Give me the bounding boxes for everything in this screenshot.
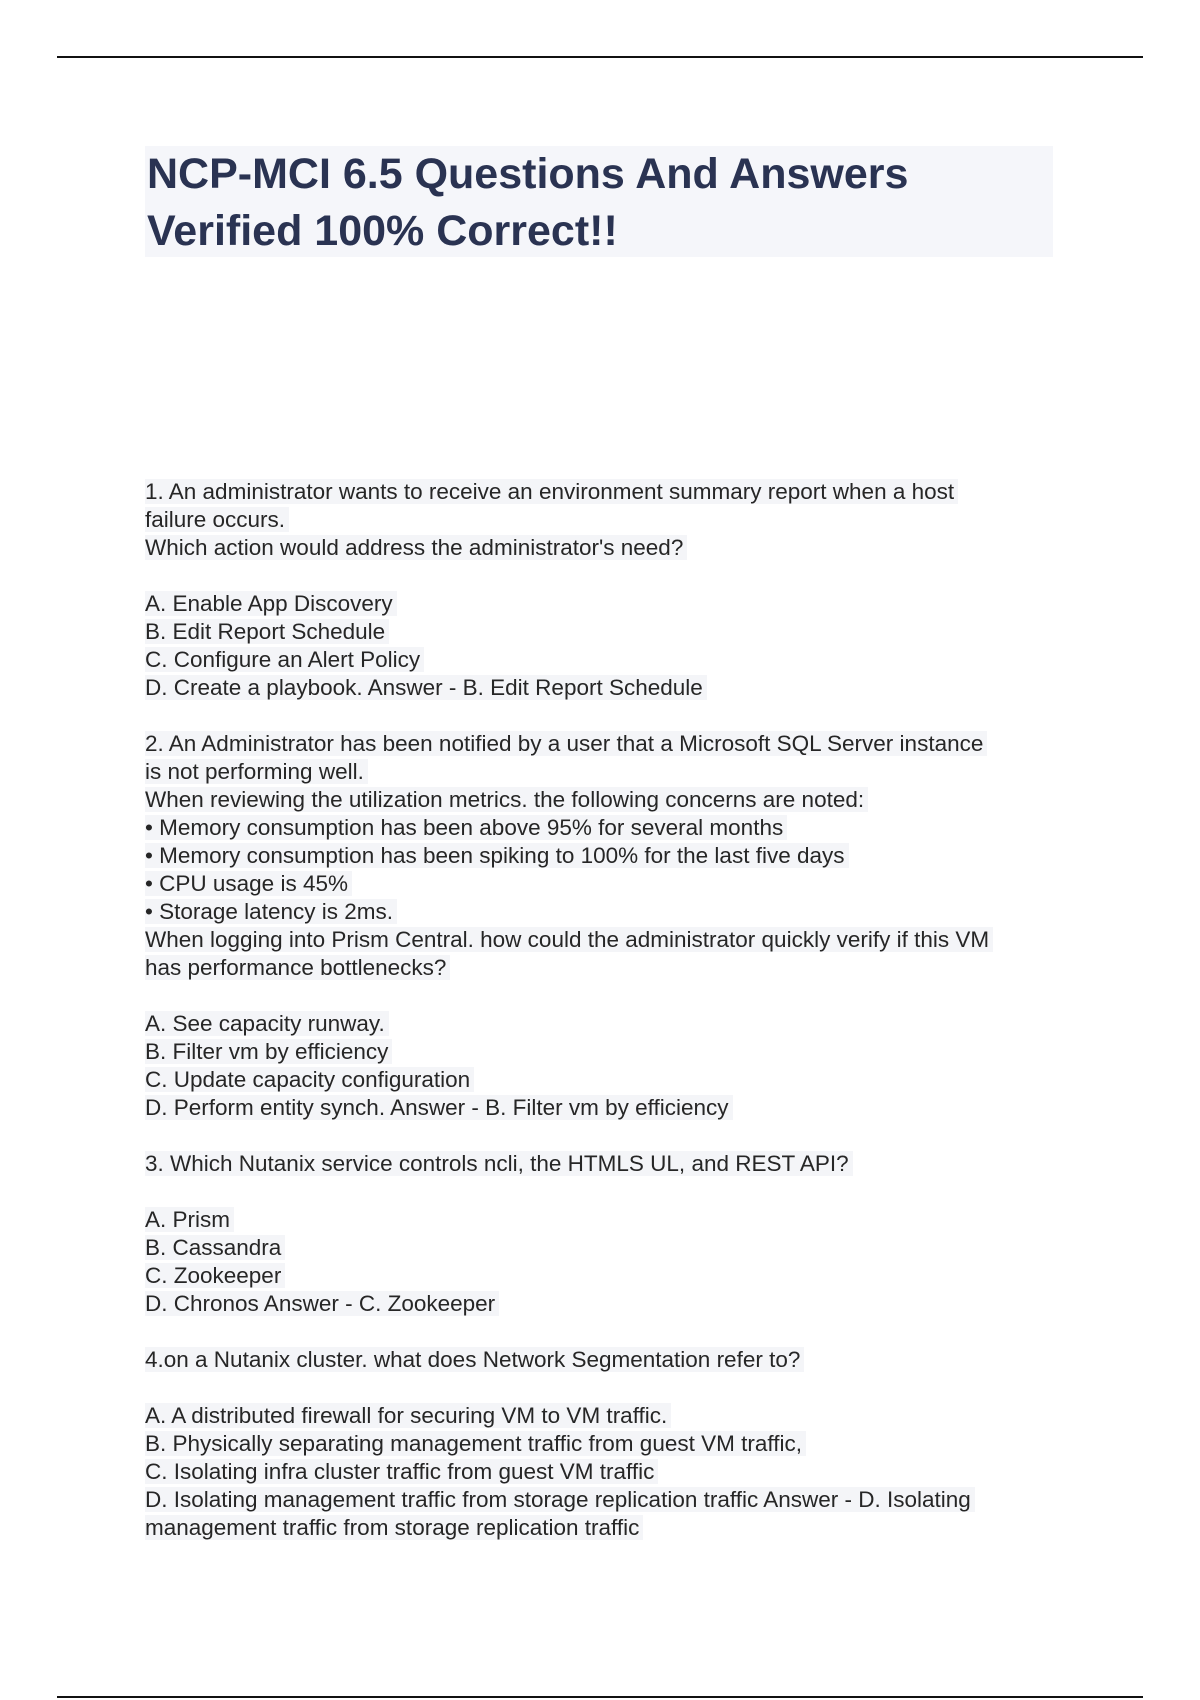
answer-option: A. See capacity runway.: [145, 1010, 1075, 1038]
answer-option-with-answer: D. Isolating management traffic from storage replication traffic Answer - D. Isolating: [145, 1486, 1075, 1514]
answer-option: C. Isolating infra cluster traffic from guest VM traffic: [145, 1458, 1075, 1486]
document-title: [145, 146, 1053, 257]
question-text-line: 2. An Administrator has been notified by a user that a Microsoft SQL Server instance: [145, 730, 1075, 758]
answer-option: A. Prism: [145, 1206, 1075, 1234]
answer-option: C. Zookeeper: [145, 1262, 1075, 1290]
questions-list: [145, 478, 1075, 1542]
bullet-item: • Memory consumption has been above 95% for several months: [145, 814, 1075, 842]
top-rule: [57, 56, 1143, 58]
question-text-line: has performance bottlenecks?: [145, 954, 1075, 982]
question-3: [145, 1150, 1075, 1318]
question-text-line: 1. An administrator wants to receive an environment summary report when a host: [145, 478, 1075, 506]
answer-option-with-answer: D. Chronos Answer - C. Zookeeper: [145, 1290, 1075, 1318]
answer-option: A. A distributed firewall for securing VM to VM traffic.: [145, 1402, 1075, 1430]
bullet-item: • CPU usage is 45%: [145, 870, 1075, 898]
question-1: [145, 478, 1075, 702]
question-text-line: Which action would address the administrator's need?: [145, 534, 1075, 562]
question-text-line: 4.on a Nutanix cluster. what does Network Segmentation refer to?: [145, 1346, 1075, 1374]
question-text-line: is not performing well.: [145, 758, 1075, 786]
question-text-line: When logging into Prism Central. how could the administrator quickly verify if this VM: [145, 926, 1075, 954]
question-text-line: When reviewing the utilization metrics. the following concerns are noted:: [145, 786, 1075, 814]
question-4: [145, 1346, 1075, 1542]
answer-option: C. Configure an Alert Policy: [145, 646, 1075, 674]
answer-option: B. Physically separating management traffic from guest VM traffic,: [145, 1430, 1075, 1458]
answer-option: C. Update capacity configuration: [145, 1066, 1075, 1094]
answer-option-with-answer: D. Perform entity synch. Answer - B. Filter vm by efficiency: [145, 1094, 1075, 1122]
bullet-item: • Memory consumption has been spiking to 100% for the last five days: [145, 842, 1075, 870]
bullet-item: • Storage latency is 2ms.: [145, 898, 1075, 926]
title-line-2: Verified 100% Correct!!: [147, 207, 618, 255]
answer-option-continuation: management traffic from storage replication traffic: [145, 1514, 1075, 1542]
question-2: [145, 730, 1075, 1122]
answer-option: B. Filter vm by efficiency: [145, 1038, 1075, 1066]
answer-option-with-answer: D. Create a playbook. Answer - B. Edit Report Schedule: [145, 674, 1075, 702]
title-line-1: NCP-MCI 6.5 Questions And Answers: [147, 150, 909, 198]
question-text-line: 3. Which Nutanix service controls ncli, the HTMLS UL, and REST API?: [145, 1150, 1075, 1178]
answer-option: B. Cassandra: [145, 1234, 1075, 1262]
question-text-line: failure occurs.: [145, 506, 1075, 534]
bottom-rule: [57, 1696, 1143, 1698]
answer-option: A. Enable App Discovery: [145, 590, 1075, 618]
answer-option: B. Edit Report Schedule: [145, 618, 1075, 646]
